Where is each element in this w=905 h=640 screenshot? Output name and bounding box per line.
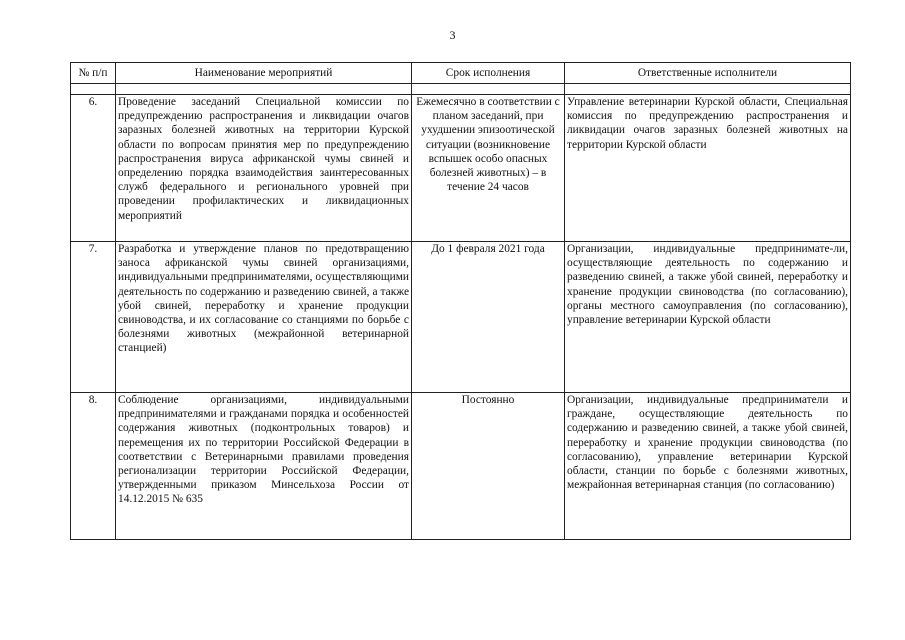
responsible: Организации, индивидуальные предпринимате-ли, осуществляющие деятельность по содержанию и разведению свиней, а также убой свиней, переработку и хранение продукции свиноводства (по согласованию), органы местного самоуправления (по согласованию), управление ветеринарии Курской области: [565, 242, 851, 393]
table-header-row: [71, 63, 851, 84]
header-num: № п/п: [71, 63, 116, 84]
header-spacer-row: [71, 84, 851, 95]
deadline: Постоянно: [412, 393, 565, 540]
measure-name: Проведение заседаний Специальной комиссии по предупреждению распространения и ликвидации очагов заразных болезней животных на территории Курской области по вопросам принятия мер по предупреждению распространения вируса африканской чумы свиней и определению порядка взаимодействия заинтересованных служб федерального и регионального уровней при проведении профилактических и ликвидационных мероприятий: [116, 95, 412, 242]
deadline: До 1 февраля 2021 года: [412, 242, 565, 393]
deadline: Ежемесячно в соответствии с планом заседаний, при ухудшении эпизоотической ситуации (возникновение вспышек особо опасных болезней животных) – в течение 24 часов: [412, 95, 565, 242]
row-number: 8.: [71, 393, 116, 540]
header-responsible: Ответственные исполнители: [565, 63, 851, 84]
table-row: [71, 95, 851, 242]
table-row: [71, 393, 851, 540]
table-row: [71, 242, 851, 393]
header-deadline: Срок исполнения: [412, 63, 565, 84]
row-number: 7.: [71, 242, 116, 393]
header-name: Наименование мероприятий: [116, 63, 412, 84]
measure-name: Соблюдение организациями, индивидуальными предпринимателями и гражданами порядка и особенностей содержания животных (подконтрольных товаров) и перемещения их по территории Российской Федерации в соответствии с Ветеринарными правилами проведения регионализации территории Российской Федерации, утвержденными приказом Минсельхоза России от 14.12.2015 № 635: [116, 393, 412, 540]
page-number: 3: [449, 28, 456, 42]
responsible: Организации, индивидуальные предприниматели и граждане, осуществляющие деятельность по содержанию и разведению свиней, а также убой свиней, переработку и хранение продукции свиноводства (по согласованию), управление ветеринарии Курской области, станции по борьбе с болезнями животных, межрайонная ветеринарная станция (по согласованию): [565, 393, 851, 540]
measures-table: [70, 62, 851, 540]
measure-name: Разработка и утверждение планов по предотвращению заноса африканской чумы свиней организациями, индивидуальными предпринимателями, осуществляющими деятельность по содержанию и разведению свиней, а также убой свиней, переработку и хранение продукции свиноводства, и их согласование со станциями по борьбе с болезнями животных (межрайонной ветеринарной станцией): [116, 242, 412, 393]
responsible: Управление ветеринарии Курской области, Специальная комиссия по предупреждению распространения и ликвидации очагов заразных болезней животных на территории Курской области: [565, 95, 851, 242]
row-number: 6.: [71, 95, 116, 242]
